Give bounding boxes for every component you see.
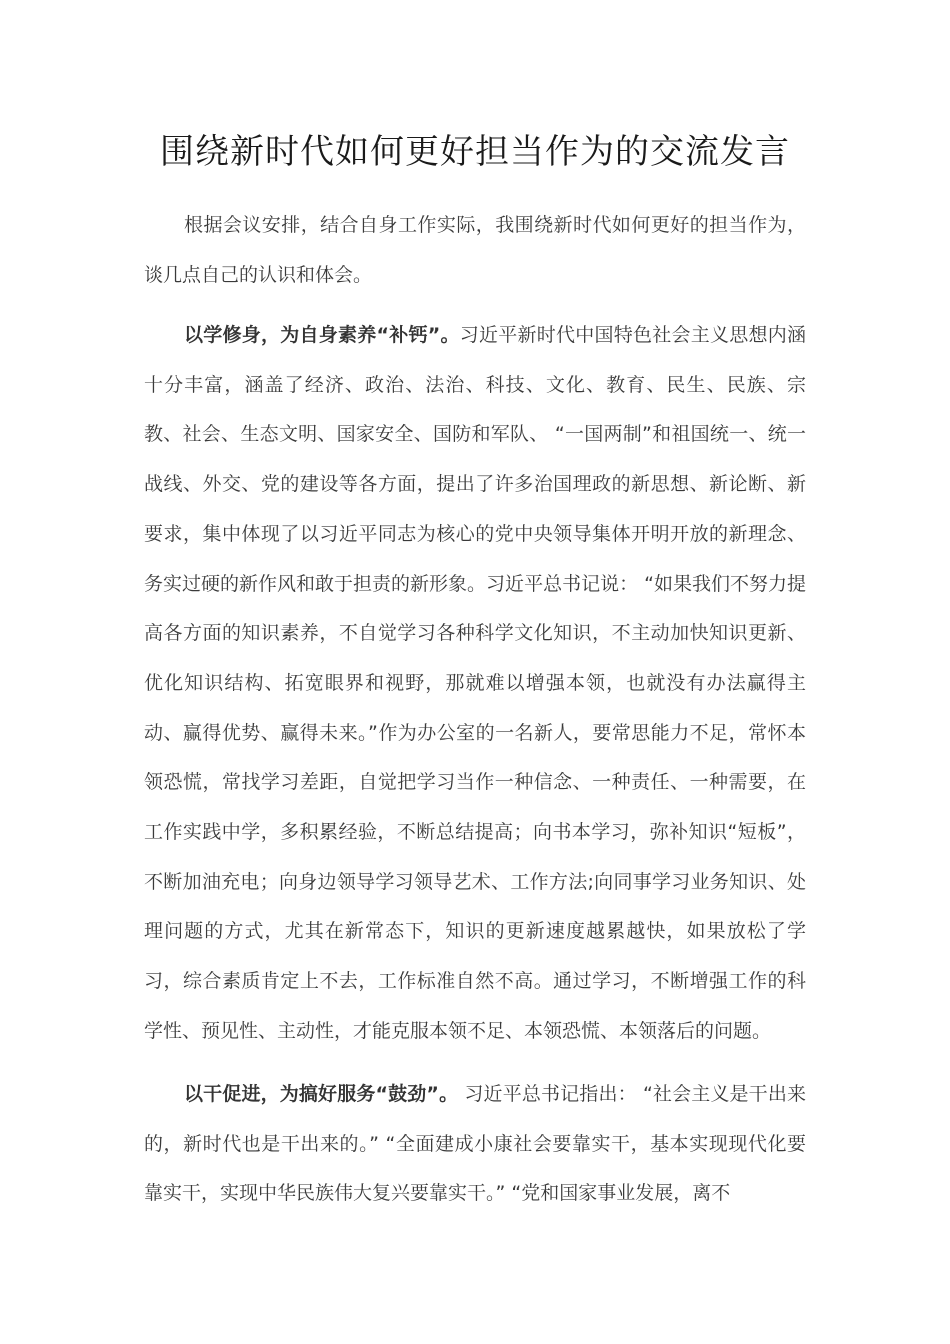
section-body: 习近平新时代中国特色社会主义思想内涵十分丰富，涵盖了经济、政治、法治、科技、文化、教育、民生、民族、宗教、社会、生态文明、国家安全、国防和军队、 “一国两制”和祖国统一、统一战线、外交、党的建设等各方面，提出了许多治国理政的新思想、新论断、新要求，集中体现了以习近平同志为核心的党中央领导集体开明开放的新理念、务实过硬的新作风和敢于担责的新形象。习近平总书记说： “如果我们不努力提高各方面的知识素养，不自觉学习各种科学文化知识，不主动加快知识更新、优化知识结构、拓宽眼界和视野，那就难以增强本领，也就没有办法赢得主动、赢得优势、赢得未来。”作为办公室的一名新人，要常思能力不足，常怀本领恐慌，常找学习差距，自觉把学习当作一种信念、一种责任、一种需要，在工作实践中学，多积累经验，不断总结提高；向书本学习，弥补知识“短板”，不断加油充电；向身边领导学习领导艺术、工作方法;向同事学习业务知识、处理问题的方式，尤其在新常态下，知识的更新速度越累越快，如果放松了学习，综合素质肯定上不去，工作标准自然不高。通过学习，不断增强工作的科学性、预见性、主动性，才能克服本领不足、本领恐慌、本领落后的问题。: [144, 324, 806, 1042]
intro-paragraph: 根据会议安排，结合自身工作实际，我围绕新时代如何更好的担当作为，谈几点自己的认识和体会。: [144, 214, 806, 286]
section-paragraph: [144, 311, 806, 1057]
section-lead: 以学修身，为自身素养“补钙”。: [184, 324, 460, 346]
section-body: 习近平总书记指出： “社会主义是干出来的，新时代也是干出来的。” “全面建成小康社会要靠实干，基本实现现代化要靠实干，实现中华民族伟大复兴要靠实干。” “党和国家事业发展，离不: [144, 1083, 806, 1205]
section-lead: 以干促进，为搞好服务“鼓劲”。: [184, 1083, 459, 1105]
section-paragraph: [144, 1070, 806, 1219]
document-title: 围绕新时代如何更好担当作为的交流发言: [160, 132, 790, 172]
